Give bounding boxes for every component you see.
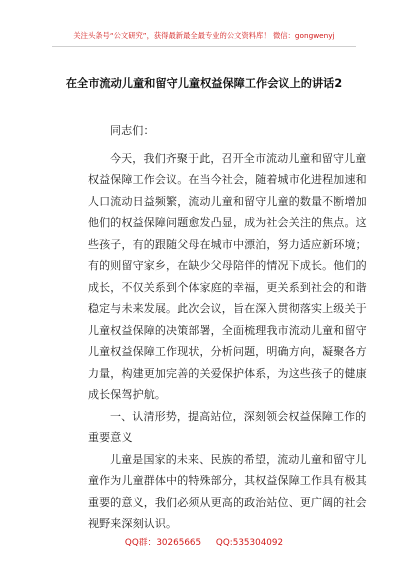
qq-number: QQ:535304092 — [215, 538, 284, 548]
body-line: 儿童权益保障工作现状，分析问题，明确方向，凝聚各方 — [88, 345, 367, 358]
body-line: 重要的意义，我们必须从更高的政治站位、更广阔的社会 — [88, 495, 367, 509]
body-line: 有的则留守家乡，在缺少父母陪伴的情况下成长。他们的 — [88, 259, 367, 272]
body-line: 些孩子，有的跟随父母在城市中漂泊，努力适应新环境； — [88, 237, 367, 251]
body-line: 儿童是国家的未来、民族的希望，流动儿童和留守儿 — [110, 452, 367, 466]
body-line: 儿童权益保障的决策部署，全面梳理我市流动儿童和留守 — [88, 323, 367, 337]
body-line: 视野来深刻认识。 — [88, 517, 178, 530]
body-line: 童作为儿童群体中的特殊部分，其权益保障工作具有极其 — [88, 474, 367, 487]
body-line: 权益保障工作会议。在当今社会，随着城市化进程加速和 — [88, 173, 367, 186]
footer-contact — [20, 535, 388, 548]
document-body — [88, 120, 367, 535]
document-title: 在全市流动儿童和留守儿童权益保障工作会议上的讲话2 — [65, 77, 343, 90]
body-line: 成长保驾护航。 — [88, 388, 167, 401]
section-heading-line: 一、认清形势，提高站位，深刻领会权益保障工作的 — [110, 409, 367, 423]
header-divider — [52, 46, 356, 47]
salutation: 同志们： — [110, 124, 155, 137]
header-banner: 关注头条号“公文研究”，获得最新最全最专业的公文资料库！ 微信：gongwenyj — [73, 31, 335, 40]
body-line: 他们的权益保障问题愈发凸显，成为社会关注的焦点。这 — [88, 216, 367, 229]
body-line: 力量，构建更加完善的关爱保护体系，为这些孩子的健康 — [88, 366, 367, 380]
body-line: 成长，不仅关系到个体家庭的幸福，更关系到社会的和谐 — [88, 280, 367, 294]
qq-group-number: QQ群：30265665 — [124, 538, 202, 548]
body-line: 稳定与未来发展。此次会议，旨在深入贯彻落实上级关于 — [88, 302, 367, 315]
section-heading-line: 重要意义 — [88, 431, 133, 444]
body-line: 人口流动日益频繁，流动儿童和留守儿童的数量不断增加 — [88, 194, 367, 208]
body-line: 今天，我们齐聚于此，召开全市流动儿童和留守儿童 — [110, 151, 367, 165]
